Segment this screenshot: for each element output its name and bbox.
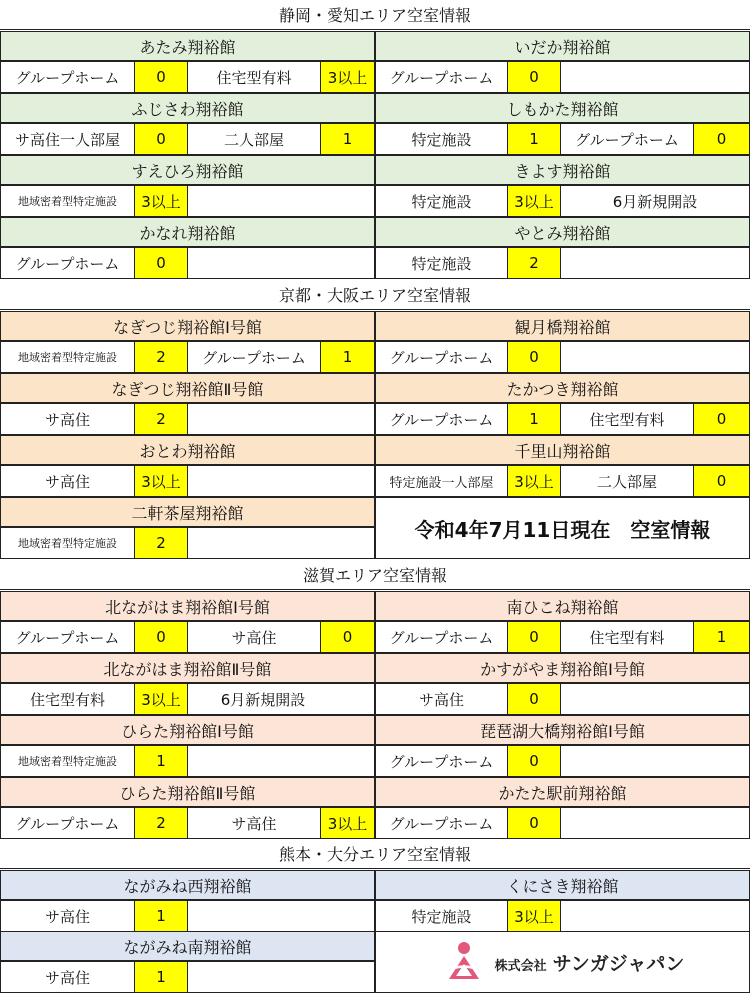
- facility-row-atami: [0, 61, 375, 93]
- vacancy-count: 1: [134, 901, 188, 931]
- region-title-kumamoto-oita: 熊本・大分エリア空室情報: [0, 839, 750, 869]
- vacancy-count: 0: [134, 62, 188, 92]
- facility-row-kangetsukyo: [375, 341, 750, 373]
- facility-name-fujisawa: ふじさわ翔裕館: [0, 93, 375, 123]
- category-label: 特定施設: [411, 130, 472, 149]
- facility-row-biwako-ohashi: [375, 745, 750, 777]
- vacancy-count: 0: [507, 684, 561, 714]
- vacancy-count: 3以上: [507, 466, 561, 496]
- vacancy-count: 0: [134, 248, 188, 278]
- facility-row-fujisawa: [0, 123, 375, 155]
- vacancy-count: 1: [320, 124, 374, 154]
- facility-name-katata-ekimae: かたた駅前翔裕館: [375, 777, 750, 807]
- category-label: サ高住一人部屋: [14, 130, 120, 149]
- facility-row-nikenchaya: [0, 527, 375, 559]
- facility-name-nikenchaya: 二軒茶屋翔裕館: [0, 497, 375, 527]
- facility-row-nagitsuji-2: [0, 403, 375, 435]
- category-label: グループホーム: [575, 130, 679, 149]
- facility-name-kanare: かなれ翔裕館: [0, 217, 375, 247]
- vacancy-count: 3以上: [134, 186, 188, 216]
- facility-name-kangetsukyo: 観月橋翔裕館: [375, 311, 750, 341]
- category-label: 住宅型有料: [589, 628, 665, 647]
- category-label: グループホーム: [389, 410, 494, 429]
- opening-note: 6月新規開設: [612, 192, 698, 211]
- category-label: 住宅型有料: [589, 410, 665, 429]
- facility-name-yatomi: やとみ翔裕館: [375, 217, 750, 247]
- sanga-japan-logo-icon: [441, 939, 487, 985]
- category-label: グループホーム: [15, 628, 120, 647]
- facility-row-suehiro: [0, 185, 375, 217]
- region-title-shizuoka-aichi: 静岡・愛知エリア空室情報: [0, 0, 750, 30]
- category-label: 地域密着型特定施設: [18, 537, 117, 550]
- category-label: グループホーム: [389, 628, 494, 647]
- company-brand: サンガジャパン: [552, 952, 685, 975]
- facility-row-kanare: [0, 247, 375, 279]
- category-label: グループホーム: [389, 814, 494, 833]
- category-label: サ高住: [44, 472, 90, 491]
- vacancy-count: 0: [507, 808, 561, 838]
- date-notice: 令和4年7月11日現在 空室情報: [375, 497, 750, 559]
- category-label: サ高住: [44, 968, 90, 987]
- vacancy-count: 0: [507, 62, 561, 92]
- category-label: グループホーム: [15, 254, 120, 273]
- vacancy-count: 1: [507, 404, 561, 434]
- vacancy-count: 3以上: [134, 466, 188, 496]
- vacancy-count: 3以上: [320, 62, 374, 92]
- vacancy-count: 0: [134, 622, 188, 652]
- category-label: グループホーム: [389, 348, 494, 367]
- category-label: 地域密着型特定施設: [18, 755, 117, 768]
- category-label: サ高住: [44, 907, 90, 926]
- category-label: 特定施設: [411, 254, 472, 273]
- region-title-kyoto-osaka: 京都・大阪エリア空室情報: [0, 280, 750, 310]
- facility-name-kasugayama-1: かすがやま翔裕館Ⅰ号館: [375, 653, 750, 683]
- vacancy-count: 0: [693, 124, 749, 154]
- facility-name-minamihikone: 南ひこね翔裕館: [375, 591, 750, 621]
- facility-row-kunisaki: [375, 900, 750, 932]
- category-label: 住宅型有料: [29, 690, 105, 709]
- facility-name-nagitsuji-2: なぎつじ翔裕館Ⅱ号館: [0, 373, 375, 403]
- facility-name-kunisaki: くにさき翔裕館: [375, 870, 750, 900]
- category-label: サ高住: [418, 690, 464, 709]
- category-label: 特定施設: [411, 192, 472, 211]
- facility-name-atami: あたみ翔裕館: [0, 31, 375, 61]
- category-label: グループホーム: [15, 68, 120, 87]
- facility-row-kiyosu: [375, 185, 750, 217]
- facility-name-shimokata: しもかた翔裕館: [375, 93, 750, 123]
- vacancy-count: 3以上: [134, 684, 188, 714]
- facility-row-katata-ekimae: [375, 807, 750, 839]
- facility-name-hirata-1: ひらた翔裕館Ⅰ号館: [0, 715, 375, 745]
- facility-row-shimokata: [375, 123, 750, 155]
- vacancy-count: 1: [320, 342, 374, 372]
- vacancy-count: 0: [320, 622, 374, 652]
- category-label: 特定施設一人部屋: [389, 475, 494, 491]
- category-label: サ高住: [231, 628, 277, 647]
- facility-row-nagitsuji-1: [0, 341, 375, 373]
- facility-name-kitanagahama-1: 北ながはま翔裕館Ⅰ号館: [0, 591, 375, 621]
- region-title-shiga: 滋賀エリア空室情報: [0, 560, 750, 590]
- facility-row-kitanagahama-1: [0, 621, 375, 653]
- vacancy-count: 0: [693, 466, 749, 496]
- opening-note: 6月新規開設: [220, 690, 306, 709]
- facility-row-senriyama: [375, 465, 750, 497]
- vacancy-count: 2: [134, 404, 188, 434]
- category-label: グループホーム: [15, 814, 120, 833]
- facility-name-kiyosu: きよす翔裕館: [375, 155, 750, 185]
- company-logo-block: [375, 931, 750, 993]
- vacancy-count: 0: [507, 746, 561, 776]
- facility-row-kasugayama-1: [375, 683, 750, 715]
- facility-row-yatomi: [375, 247, 750, 279]
- category-label: サ高住: [231, 814, 277, 833]
- vacancy-count: 2: [134, 342, 188, 372]
- vacancy-count: 2: [134, 808, 188, 838]
- vacancy-count: 1: [693, 622, 749, 652]
- facility-name-suehiro: すえひろ翔裕館: [0, 155, 375, 185]
- facility-row-nagamine-nishi: [0, 900, 375, 932]
- category-label: 住宅型有料: [216, 68, 292, 87]
- facility-row-minamihikone: [375, 621, 750, 653]
- vacancy-count: 2: [134, 528, 188, 558]
- vacancy-count: 1: [134, 746, 188, 776]
- facility-row-hirata-1: [0, 745, 375, 777]
- vacancy-count: 3以上: [320, 808, 374, 838]
- facility-name-otowa: おとわ翔裕館: [0, 435, 375, 465]
- company-name: [495, 949, 685, 976]
- facility-name-idaka: いだか翔裕館: [375, 31, 750, 61]
- facility-name-biwako-ohashi: 琵琶湖大橋翔裕館Ⅰ号館: [375, 715, 750, 745]
- facility-name-kitanagahama-2: 北ながはま翔裕館Ⅱ号館: [0, 653, 375, 683]
- facility-row-kitanagahama-2: [0, 683, 375, 715]
- facility-name-takatsuki: たかつき翔裕館: [375, 373, 750, 403]
- facility-row-takatsuki: [375, 403, 750, 435]
- facility-name-nagamine-nishi: ながみね西翔裕館: [0, 870, 375, 900]
- facility-row-nagamine-minami: [0, 961, 375, 993]
- category-label: 地域密着型特定施設: [18, 351, 117, 364]
- facility-name-senriyama: 千里山翔裕館: [375, 435, 750, 465]
- category-label: サ高住: [44, 410, 90, 429]
- category-label: グループホーム: [389, 752, 494, 771]
- facility-name-nagamine-minami: ながみね南翔裕館: [0, 931, 375, 961]
- category-label: 地域密着型特定施設: [18, 195, 117, 208]
- category-label: グループホーム: [202, 348, 306, 367]
- facility-row-idaka: [375, 61, 750, 93]
- vacancy-count: 1: [134, 962, 188, 992]
- vacancy-count: 3以上: [507, 901, 561, 931]
- category-label: 二人部屋: [223, 130, 284, 149]
- vacancy-count: 3以上: [507, 186, 561, 216]
- facility-row-hirata-2: [0, 807, 375, 839]
- category-label: 特定施設: [411, 907, 472, 926]
- vacancy-count: 2: [507, 248, 561, 278]
- vacancy-count: 0: [507, 342, 561, 372]
- facility-name-hirata-2: ひらた翔裕館Ⅱ号館: [0, 777, 375, 807]
- vacancy-count: 0: [693, 404, 749, 434]
- company-prefix: 株式会社: [494, 958, 547, 974]
- vacancy-count: 1: [507, 124, 561, 154]
- facility-row-otowa: [0, 465, 375, 497]
- facility-name-nagitsuji-1: なぎつじ翔裕館Ⅰ号館: [0, 311, 375, 341]
- category-label: グループホーム: [389, 68, 494, 87]
- vacancy-count: 0: [134, 124, 188, 154]
- vacancy-count: 0: [507, 622, 561, 652]
- category-label: 二人部屋: [596, 472, 657, 491]
